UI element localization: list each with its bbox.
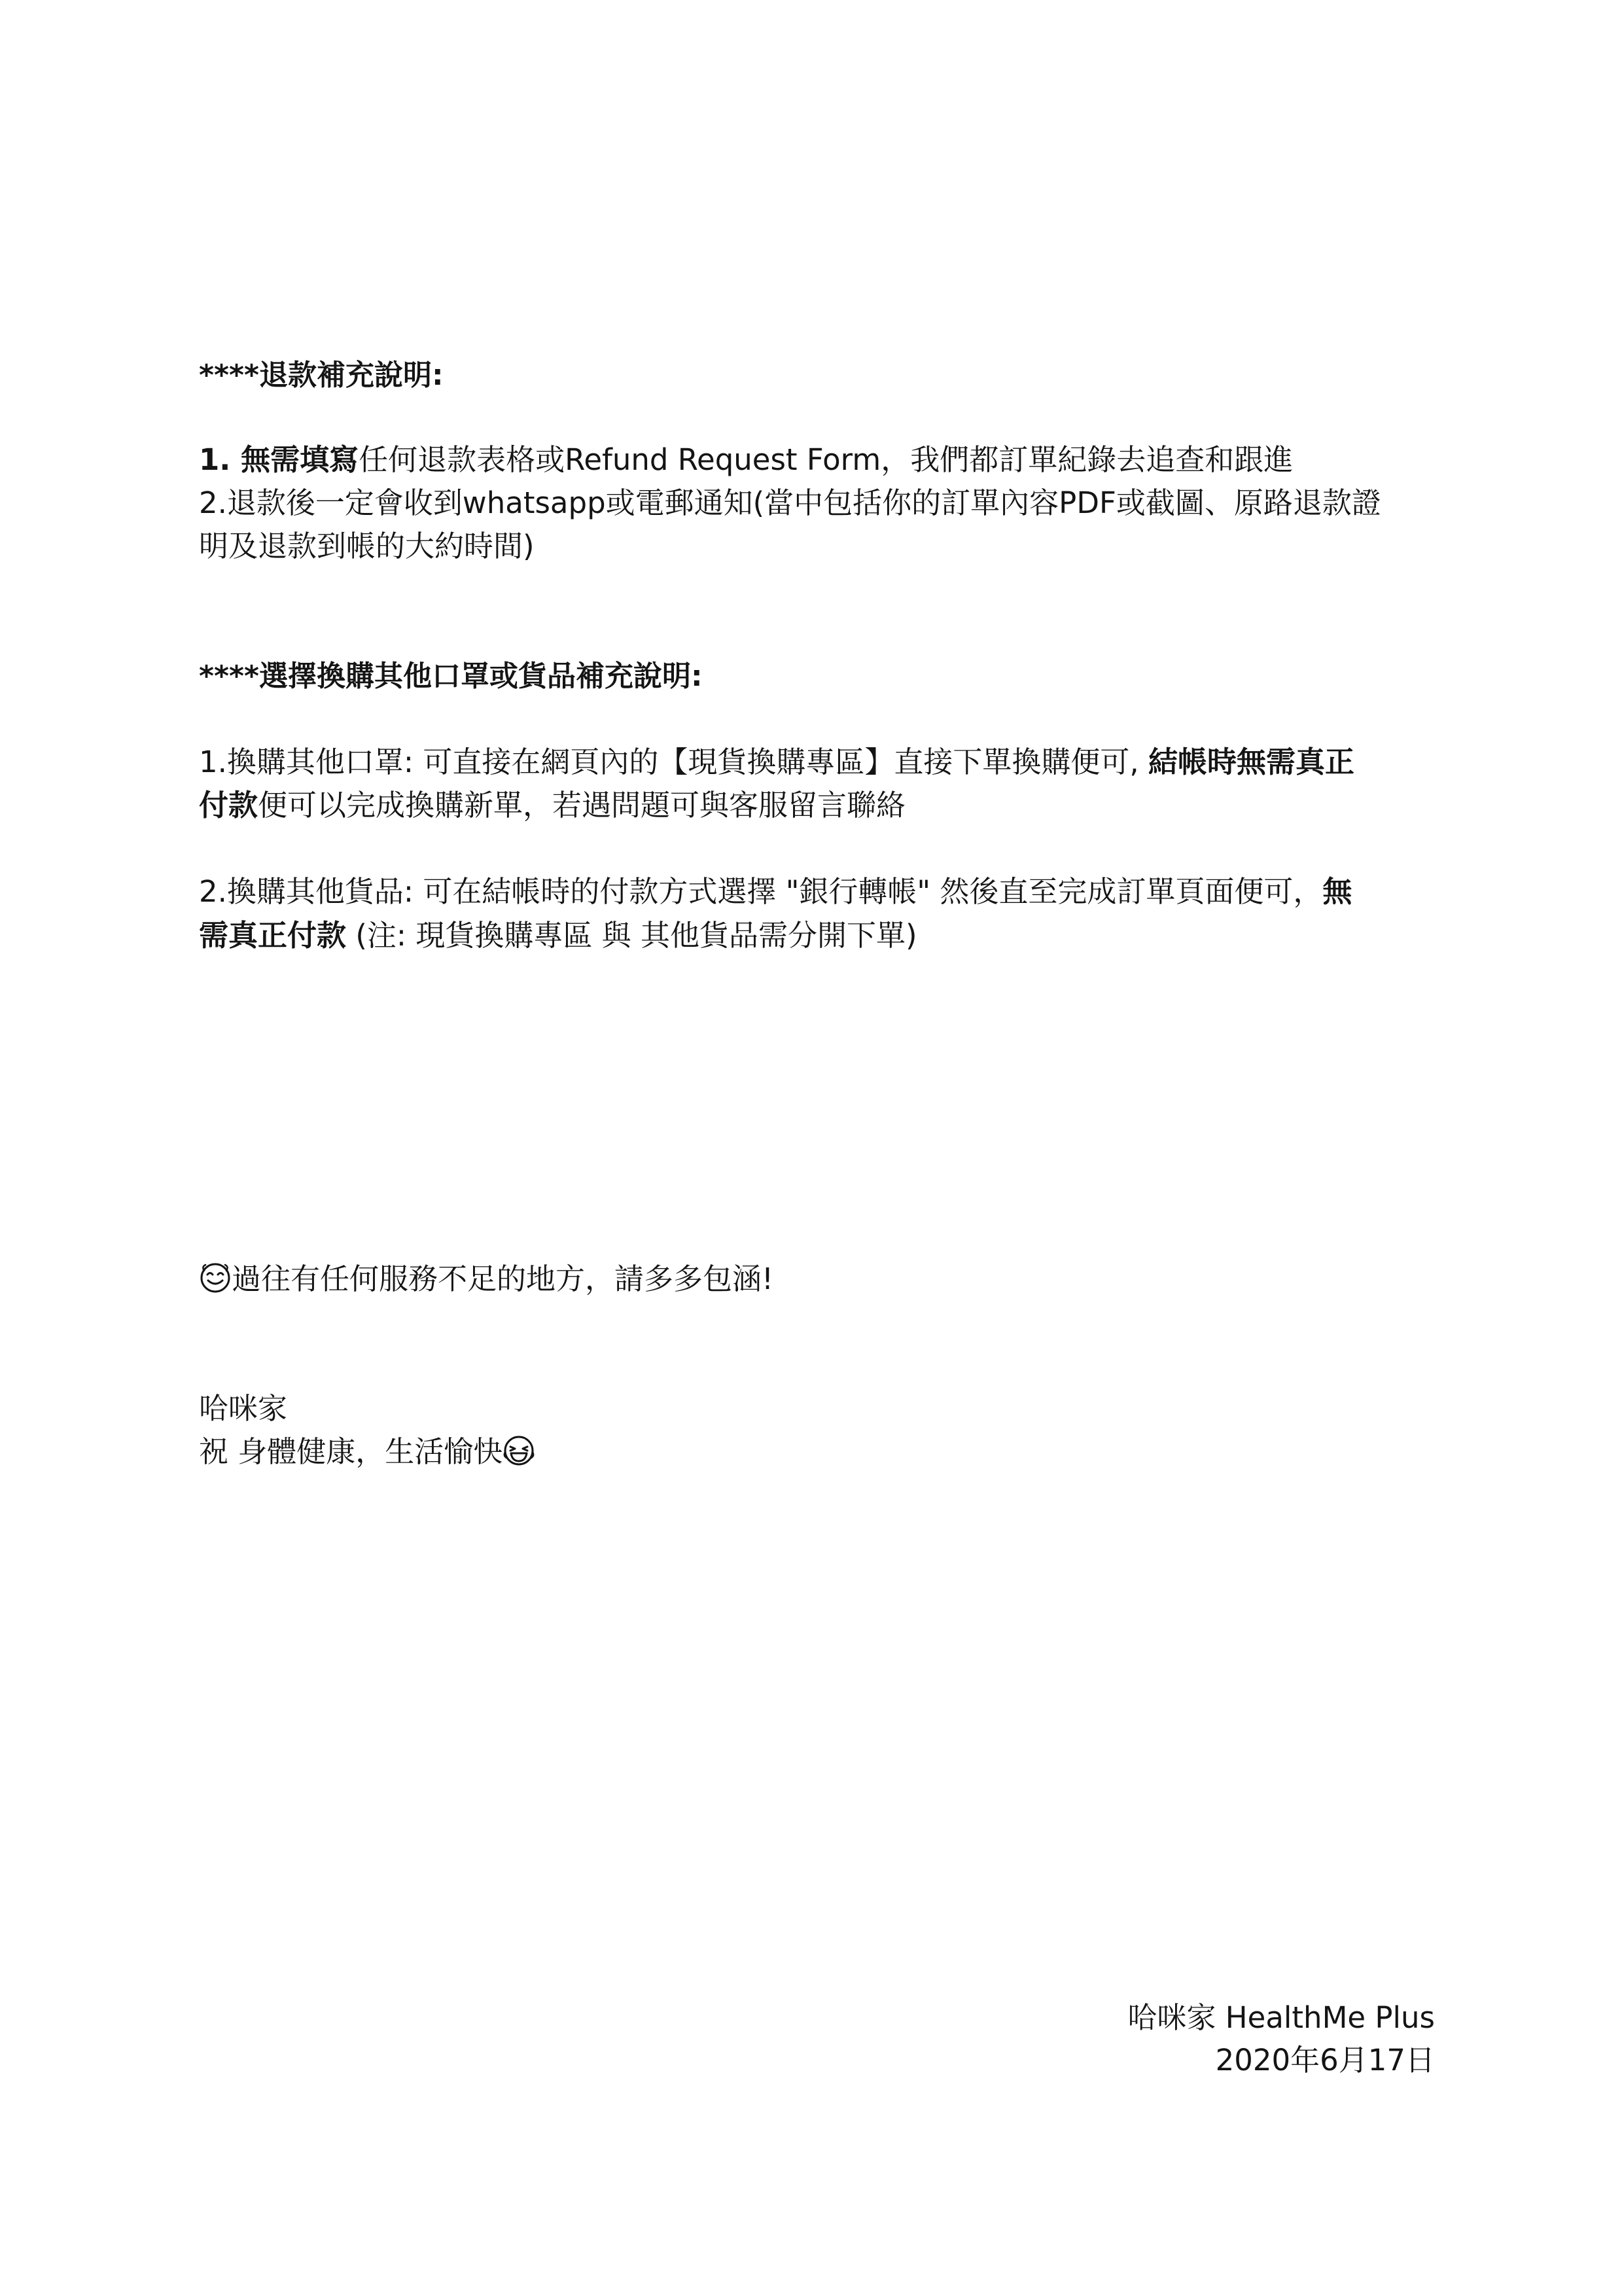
exchange-item-1-bold: 結帳時無需真正 — [1148, 745, 1355, 779]
laughing-face-icon — [502, 1434, 535, 1467]
apology-line — [199, 1258, 773, 1300]
exchange-item-1-line-2 — [199, 785, 906, 826]
refund-item-1-text: 任何退款表格或Refund Request Form，我們都訂單紀錄去追查和跟進 — [359, 442, 1294, 477]
exchange-item-1-line-2-text: 便可以完成換購新單，若遇問題可與客服留言聯絡 — [258, 788, 906, 822]
wish-text: 祝 身體健康，生活愉快 — [199, 1434, 503, 1469]
refund-heading: ****退款補充說明: — [199, 359, 444, 392]
refund-item-2-line-1: 2.退款後一定會收到whatsapp或電郵通知(當中包括你的訂單內容PDF或截圖、原路退款證 — [199, 486, 1381, 520]
apology-text: 過往有任何服務不足的地方，請多多包涵! — [232, 1262, 774, 1296]
exchange-item-2-bold: 無 — [1322, 874, 1352, 909]
exchange-item-1-line-1 — [199, 741, 1354, 783]
footer-company: 哈咪家 HealthMe Plus — [1127, 2000, 1435, 2035]
footer-date: 2020年6月17日 — [1215, 2043, 1435, 2077]
exchange-item-2-text: 2.換購其他貨品: 可在結帳時的付款方式選擇 "銀行轉帳" 然後直至完成訂單頁面便可， — [199, 874, 1323, 909]
exchange-item-2-line-2-bold: 需真正付款 — [199, 918, 347, 953]
exchange-item-2-line-2-text: (注: 現貨換購專區 與 其他貨品需分開下單) — [346, 918, 917, 953]
exchange-heading: ****選擇換購其他口罩或貨品補充說明: — [199, 660, 703, 693]
wish-line — [199, 1431, 535, 1473]
signature-name: 哈咪家 — [199, 1391, 288, 1426]
exchange-item-2-line-2 — [199, 915, 917, 957]
refund-item-1-bold: 1. 無需填寫 — [199, 442, 359, 477]
exchange-item-1-line-2-bold: 付款 — [199, 788, 258, 822]
refund-item-2-line-2: 明及退款到帳的大約時間) — [199, 529, 535, 563]
exchange-item-2-line-1 — [199, 871, 1352, 913]
exchange-item-1-text: 1.換購其他口罩: 可直接在網頁內的【現貨換購專區】直接下單換購便可, — [199, 745, 1149, 779]
refund-item-1 — [199, 439, 1293, 481]
smiling-face-icon — [199, 1262, 232, 1294]
